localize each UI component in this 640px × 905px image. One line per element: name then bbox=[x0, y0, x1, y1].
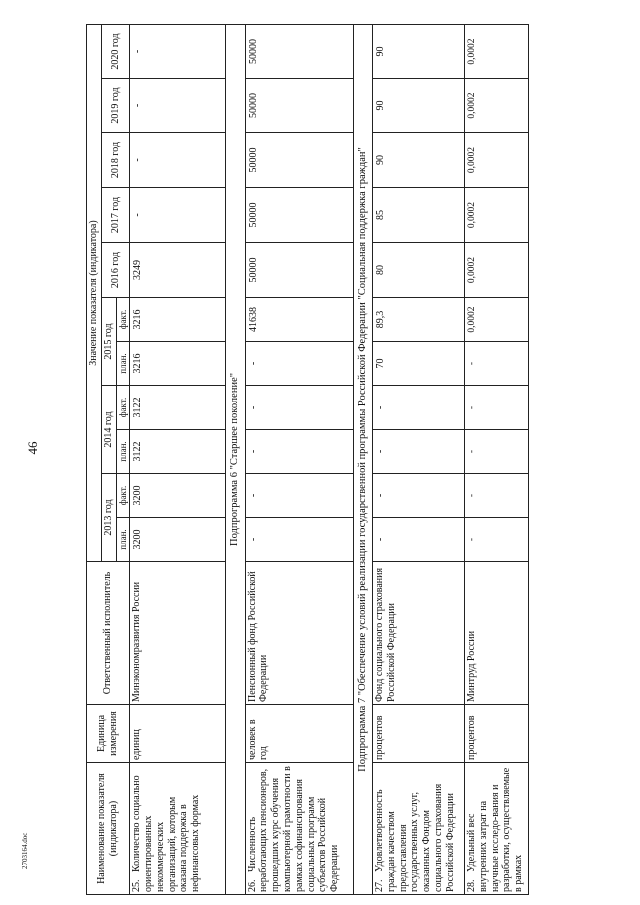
header-year-2017: 2017 год bbox=[101, 188, 129, 243]
row-number: 27. bbox=[373, 879, 385, 892]
value-cell: 50000 bbox=[245, 79, 353, 133]
header-values-group: Значение показателя (индикатора) bbox=[87, 24, 102, 561]
subprogram-7-heading: Подпрограмма 7 "Обеспечение условий реализации государственной программы Российской Федерации "Социальная поддержка граждан" bbox=[353, 24, 372, 894]
indicator-name: Количество социально ориентированных некоммерческих организаций, которым оказана поддержка в нефинансовых формах bbox=[131, 775, 202, 892]
rotated-table-container bbox=[86, 25, 586, 895]
value-cell: - bbox=[464, 518, 528, 562]
value-cell: - bbox=[130, 188, 226, 243]
indicator-name: Удельный вес внутренних затрат на научные исследо-вания и разработки, осуществляемые в рамках bbox=[465, 767, 525, 892]
value-cell: - bbox=[245, 518, 353, 562]
value-cell: - bbox=[372, 430, 464, 474]
value-cell: - bbox=[372, 386, 464, 430]
unit-cell: процентов bbox=[372, 705, 464, 763]
value-cell: 85 bbox=[372, 188, 464, 243]
header-fact: факт. bbox=[116, 386, 130, 430]
value-cell: 50000 bbox=[245, 188, 353, 243]
header-name: Наименование показателя (индикатора) bbox=[87, 763, 130, 895]
indicator-name: Численность неработающих пенсионеров, прошедших курс обучения компьютерной грамотности в рамках софинансирования социальных программ субъектов Российской Федерации bbox=[246, 766, 341, 892]
table-row bbox=[245, 24, 353, 894]
header-year-2015: 2015 год bbox=[101, 298, 116, 386]
page-number: 46 bbox=[25, 441, 40, 455]
table-row bbox=[372, 24, 464, 894]
value-cell: 3122 bbox=[130, 430, 226, 474]
table-row bbox=[130, 24, 226, 894]
subprogram-row bbox=[226, 24, 245, 894]
header-year-2018: 2018 год bbox=[101, 133, 129, 188]
header-plan: план. bbox=[116, 430, 130, 474]
value-cell: - bbox=[372, 518, 464, 562]
indicator-name-cell bbox=[245, 763, 353, 895]
table-row bbox=[464, 24, 528, 894]
executor-cell: Фонд социального страхования Российской Федерации bbox=[372, 562, 464, 705]
header-executor: Ответственный исполнитель bbox=[87, 562, 130, 705]
value-cell: - bbox=[245, 386, 353, 430]
subprogram-row bbox=[353, 24, 372, 894]
value-cell: 41638 bbox=[245, 298, 353, 342]
value-cell: 0,0002 bbox=[464, 79, 528, 133]
value-cell: 90 bbox=[372, 133, 464, 188]
executor-cell: Пенсионный фонд Российской Федерации bbox=[245, 562, 353, 705]
header-year-2019: 2019 год bbox=[101, 79, 129, 133]
value-cell: 0,0002 bbox=[464, 188, 528, 243]
document-code: 2703164.doc bbox=[21, 832, 29, 869]
value-cell: 89,3 bbox=[372, 298, 464, 342]
indicators-table bbox=[86, 24, 529, 895]
value-cell: 70 bbox=[372, 342, 464, 386]
value-cell: - bbox=[130, 133, 226, 188]
value-cell: - bbox=[130, 24, 226, 78]
header-unit: Единица измерения bbox=[87, 705, 130, 763]
indicator-name-cell bbox=[130, 763, 226, 895]
value-cell: 90 bbox=[372, 79, 464, 133]
header-fact: факт. bbox=[116, 298, 130, 342]
executor-cell: Минэкономразвития России bbox=[130, 562, 226, 705]
value-cell: 3200 bbox=[130, 474, 226, 518]
value-cell: 50000 bbox=[245, 243, 353, 298]
indicator-name: Удовлетворенность граждан качеством предоставления государственных услуг, оказанных Фондом социального страхования Российской Федерации bbox=[373, 783, 456, 892]
value-cell: 3249 bbox=[130, 243, 226, 298]
value-cell: 0,0002 bbox=[464, 243, 528, 298]
indicator-name-cell bbox=[464, 763, 528, 895]
value-cell: 3200 bbox=[130, 518, 226, 562]
value-cell: - bbox=[464, 430, 528, 474]
value-cell: 50000 bbox=[245, 24, 353, 78]
unit-cell: процентов bbox=[464, 705, 528, 763]
value-cell: - bbox=[245, 474, 353, 518]
value-cell: - bbox=[245, 430, 353, 474]
header-year-2016: 2016 год bbox=[101, 243, 129, 298]
row-number: 25. bbox=[131, 879, 143, 892]
header-year-2014: 2014 год bbox=[101, 386, 116, 474]
header-row-1 bbox=[87, 24, 102, 894]
indicator-name-cell bbox=[372, 763, 464, 895]
value-cell: - bbox=[464, 342, 528, 386]
value-cell: - bbox=[130, 79, 226, 133]
value-cell: 3216 bbox=[130, 298, 226, 342]
value-cell: 80 bbox=[372, 243, 464, 298]
executor-cell: Минтруд России bbox=[464, 562, 528, 705]
value-cell: - bbox=[245, 342, 353, 386]
unit-cell: единиц bbox=[130, 705, 226, 763]
value-cell: - bbox=[372, 474, 464, 518]
value-cell: 90 bbox=[372, 24, 464, 78]
header-year-2020: 2020 год bbox=[101, 24, 129, 78]
unit-cell: человек в год bbox=[245, 705, 353, 763]
value-cell: 0,0002 bbox=[464, 133, 528, 188]
value-cell: - bbox=[464, 386, 528, 430]
value-cell: - bbox=[464, 474, 528, 518]
header-plan: план. bbox=[116, 518, 130, 562]
header-fact: факт. bbox=[116, 474, 130, 518]
value-cell: 0,0002 bbox=[464, 298, 528, 342]
header-plan: план. bbox=[116, 342, 130, 386]
header-year-2013: 2013 год bbox=[101, 474, 116, 562]
row-number: 26. bbox=[246, 879, 258, 892]
value-cell: 3122 bbox=[130, 386, 226, 430]
value-cell: 3216 bbox=[130, 342, 226, 386]
row-number: 28. bbox=[465, 879, 477, 892]
subprogram-6-heading: Подпрограмма 6 "Старшее поколение" bbox=[226, 24, 245, 894]
value-cell: 0,0002 bbox=[464, 24, 528, 78]
value-cell: 50000 bbox=[245, 133, 353, 188]
